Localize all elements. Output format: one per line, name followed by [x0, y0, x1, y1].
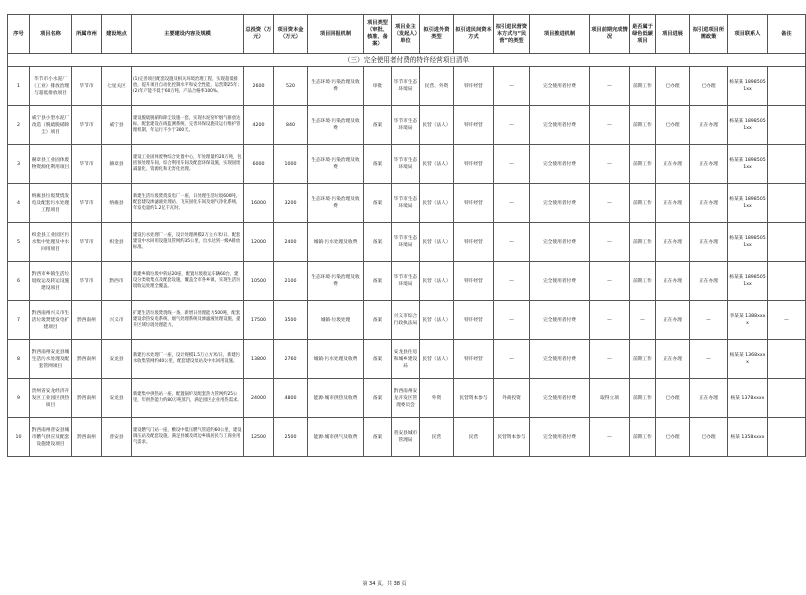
- table-cell: —: [494, 106, 530, 145]
- table-cell: 正在办理: [656, 223, 690, 262]
- table-cell: 毕节市生态环境局: [392, 145, 420, 184]
- project-table-sheet: [7, 14, 792, 457]
- table-cell: 备案: [364, 340, 392, 379]
- table-cell: —: [590, 301, 630, 340]
- table-cell: 备案: [364, 223, 392, 262]
- table-cell: 完全使用者付费: [530, 418, 590, 457]
- column-header: 项目进展: [656, 15, 690, 54]
- table-cell: 杨某某 18985051xx: [728, 262, 768, 301]
- table-cell: 520: [274, 67, 308, 106]
- table-cell: 审批: [364, 67, 392, 106]
- table-cell: 特许经营: [454, 223, 494, 262]
- table-cell: 普安县城市管理局: [392, 418, 420, 457]
- table-cell: 9: [8, 379, 30, 418]
- table-row: [8, 106, 806, 145]
- table-cell: 杨某某 1368xxxx: [728, 340, 768, 379]
- table-cell: 前期工作: [630, 67, 656, 106]
- table-cell: 新建集中供热站一座，配置锅炉及配套热力管网约25公里，年供热能力约80万吨蒸汽，满足园区企业用热需求。: [132, 379, 244, 418]
- table-cell: 民营资本参与: [494, 418, 530, 457]
- table-cell: 民营: [420, 418, 454, 457]
- table-cell: 建设污水处理厂一座，设计处理规模2万立方米/日，配套建设中水回用设施及管网约35公里，出水达到一级A排放标准。: [132, 223, 244, 262]
- table-cell: 2760: [274, 340, 308, 379]
- table-cell: 备案: [364, 262, 392, 301]
- table-cell: (1)完善项目配套设施及相关环境治理工程，实现超低排放，提升项目自动化控制水平和安全性能，运营期25年；(2)年产能不低于60万吨，产品合格率100%。: [132, 67, 244, 106]
- table-cell: 完全使用者付费: [530, 184, 590, 223]
- table-cell: 3200: [274, 184, 308, 223]
- table-cell: 民营（法人）: [420, 184, 454, 223]
- table-cell: 新建污水处理厂一座，设计规模1.5万立方米/日，新建污水收集管网约40公里，配套建设泵站及中水回用设施。: [132, 340, 244, 379]
- table-row: [8, 418, 806, 457]
- table-cell: 前期工作: [630, 340, 656, 379]
- table-cell: —: [630, 301, 656, 340]
- table-row: [8, 301, 806, 340]
- table-cell: 1000: [274, 145, 308, 184]
- table-row: [8, 223, 806, 262]
- table-row: [8, 340, 806, 379]
- table-cell: 4800: [274, 379, 308, 418]
- column-header: 拟引进民营资本方式与“民营”的类型: [494, 15, 530, 54]
- table-cell: 安龙县住房和城乡建设局: [392, 340, 420, 379]
- table-cell: 威宁县: [102, 106, 132, 145]
- table-row: [8, 67, 806, 106]
- table-cell: 兴义市: [102, 301, 132, 340]
- table-cell: 能源·城市供热及收费: [308, 379, 364, 418]
- table-cell: 正在办理: [690, 106, 728, 145]
- table-cell: 12000: [244, 223, 274, 262]
- table-cell: 生态环境·污染治理及收费: [308, 106, 364, 145]
- table-cell: 新建乡镇垃圾中转站20座，配置垃圾收运车辆60台，建设分类收集点及配套设施，覆盖全市各乡镇，实现生活垃圾收运处理全覆盖。: [132, 262, 244, 301]
- table-cell: 特许经营: [454, 106, 494, 145]
- table-cell: [768, 262, 806, 301]
- table-cell: 正在办理: [690, 145, 728, 184]
- table-cell: 民营（法人）: [420, 145, 454, 184]
- table-cell: 备案: [364, 379, 392, 418]
- table-cell: —: [494, 67, 530, 106]
- table-cell: [768, 223, 806, 262]
- table-cell: 黔西南州: [72, 379, 102, 418]
- table-cell: 民营、外资: [420, 67, 454, 106]
- table-cell: —: [494, 223, 530, 262]
- column-header: 项目推进机制: [530, 15, 590, 54]
- column-header: 备注: [768, 15, 806, 54]
- table-cell: 生态环境·污染治理及收费: [308, 184, 364, 223]
- table-cell: 黔西南州: [72, 340, 102, 379]
- table-cell: 4200: [244, 106, 274, 145]
- table-cell: 6: [8, 262, 30, 301]
- table-header-row: [8, 15, 806, 54]
- table-cell: 前期工作: [630, 379, 656, 418]
- table-cell: 完全使用者付费: [530, 340, 590, 379]
- table-cell: 能源·城市供气及收费: [308, 418, 364, 457]
- column-header: 拟引进民间资本方式: [454, 15, 494, 54]
- table-cell: 杨某 1378xxxx: [728, 379, 768, 418]
- table-cell: —: [690, 340, 728, 379]
- table-row: [8, 262, 806, 301]
- table-cell: 已办理: [656, 106, 690, 145]
- column-header: 项目回报机制: [308, 15, 364, 54]
- table-cell: 纳雍县: [102, 184, 132, 223]
- table-cell: [768, 67, 806, 106]
- table-cell: 7: [8, 301, 30, 340]
- table-cell: 前期工作: [630, 184, 656, 223]
- table-cell: 七星关区: [102, 67, 132, 106]
- table-cell: 840: [274, 106, 308, 145]
- table-cell: [768, 379, 806, 418]
- table-cell: 正在办理: [656, 262, 690, 301]
- table-cell: 特许经营: [454, 340, 494, 379]
- table-cell: 完全使用者付费: [530, 223, 590, 262]
- table-cell: 黔西南州兴义市生活垃圾焚烧发电扩建项目: [30, 301, 72, 340]
- table-cell: 生态环境·污染治理及收费: [308, 67, 364, 106]
- table-cell: [768, 145, 806, 184]
- table-cell: 黔西南州安龙开发区管理委员会: [392, 379, 420, 418]
- table-cell: 毕节市: [72, 262, 102, 301]
- table-cell: 前期工作: [630, 418, 656, 457]
- table-cell: 黔西南州: [72, 418, 102, 457]
- column-header: 项目资本金（万元）: [274, 15, 308, 54]
- table-cell: —: [494, 301, 530, 340]
- table-cell: 17500: [244, 301, 274, 340]
- table-cell: 特许经营: [454, 145, 494, 184]
- table-cell: 外商投资: [494, 379, 530, 418]
- table-row: [8, 184, 806, 223]
- table-cell: 毕节市: [72, 223, 102, 262]
- table-cell: 民营（法人）: [420, 340, 454, 379]
- table-cell: 城镇·污水处理及收费: [308, 340, 364, 379]
- table-cell: [768, 418, 806, 457]
- table-cell: 特许经营: [454, 301, 494, 340]
- table-cell: 正在办理: [690, 223, 728, 262]
- table-cell: 2400: [274, 223, 308, 262]
- table-cell: 杨某某 18985051xx: [728, 184, 768, 223]
- table-cell: 正在办理: [690, 184, 728, 223]
- table-cell: 外资: [420, 379, 454, 418]
- table-cell: 赫章县工业固体废物资源化利用项目: [30, 145, 72, 184]
- table-cell: 完全使用者付费: [530, 262, 590, 301]
- table-cell: 民营（法人）: [420, 223, 454, 262]
- table-cell: 威宁县小型水泥厂改造（脱硫脱硝除尘）项目: [30, 106, 72, 145]
- table-cell: —: [494, 145, 530, 184]
- table-cell: 8: [8, 340, 30, 379]
- table-cell: 特许经营: [454, 184, 494, 223]
- table-cell: 1: [8, 67, 30, 106]
- table-cell: 黔西南州安龙县城生活污水处理及配套管网项目: [30, 340, 72, 379]
- table-cell: —: [494, 262, 530, 301]
- table-cell: 已办理: [656, 67, 690, 106]
- column-header: 主要建设内容及规模: [132, 15, 244, 54]
- table-cell: 毕节市生态环境局: [392, 223, 420, 262]
- column-header: 项目名称: [30, 15, 72, 54]
- table-cell: 杨某 1358xxxx: [728, 418, 768, 457]
- table-cell: 4: [8, 184, 30, 223]
- table-cell: 杨某某 18985051xx: [728, 106, 768, 145]
- table-cell: 民营（法人）: [420, 106, 454, 145]
- column-header: 项目前期完成情况: [590, 15, 630, 54]
- table-cell: —: [690, 301, 728, 340]
- table-cell: 10: [8, 418, 30, 457]
- table-cell: 正在办理: [656, 184, 690, 223]
- table-cell: 毕节市: [72, 106, 102, 145]
- table-cell: 24000: [244, 379, 274, 418]
- table-cell: 正在办理: [690, 262, 728, 301]
- table-cell: 杨某某 18985051xx: [728, 145, 768, 184]
- table-cell: 2600: [244, 67, 274, 106]
- table-cell: 特许经营: [454, 67, 494, 106]
- table-cell: [768, 106, 806, 145]
- table-cell: 备案: [364, 418, 392, 457]
- table-cell: 民营: [454, 418, 494, 457]
- table-cell: 毕节市: [72, 67, 102, 106]
- table-cell: 织金县: [102, 223, 132, 262]
- table-cell: 备案: [364, 184, 392, 223]
- table-cell: 6000: [244, 145, 274, 184]
- section-title: （三）完全使用者付费的特许经营项目清单: [8, 54, 806, 67]
- table-cell: 纳雍县垃圾焚烧发电及配套污水处理工程项目: [30, 184, 72, 223]
- table-cell: 10500: [244, 262, 274, 301]
- table-cell: 生态环境·污染治理及收费: [308, 145, 364, 184]
- table-cell: 兴义市综合行政执法局: [392, 301, 420, 340]
- table-cell: 杨某某 18985051xx: [728, 67, 768, 106]
- table-cell: 织金县工业园区污水集中处理及中水回用项目: [30, 223, 72, 262]
- column-header: 拟引进项目所需政策: [690, 15, 728, 54]
- table-cell: 普安县: [102, 418, 132, 457]
- table-cell: 3500: [274, 301, 308, 340]
- table-cell: 前期工作: [630, 223, 656, 262]
- table-cell: 建设燃气门站一座，敷设中低压燃气管道约60公里，建设调压站及配套设施，满足县城及周边乡镇居民与工商业用气需求。: [132, 418, 244, 457]
- table-cell: 2500: [274, 418, 308, 457]
- column-header: 建设地点: [102, 15, 132, 54]
- column-header: 项目业主（发起人）单位: [392, 15, 420, 54]
- table-cell: 建设工业固体废物综合处置中心，年处理量约20万吨，包括预处理车间、综合利用车间及配套环保设施，实现固废减量化、资源化和无害化处理。: [132, 145, 244, 184]
- column-header: 项目类型（审批、核准、备案）: [364, 15, 392, 54]
- table-cell: 取得立项: [590, 379, 630, 418]
- table-cell: 12500: [244, 418, 274, 457]
- table-cell: 民营资本参与: [454, 379, 494, 418]
- table-cell: 已办理: [656, 418, 690, 457]
- table-cell: 正在办理: [656, 301, 690, 340]
- table-cell: 特许经营: [454, 262, 494, 301]
- column-header: 所属市州: [72, 15, 102, 54]
- table-cell: 黔西市乡镇生活垃圾收运及转运设施建设项目: [30, 262, 72, 301]
- table-cell: 完全使用者付费: [530, 106, 590, 145]
- table-cell: 正在办理: [656, 340, 690, 379]
- project-table: [7, 14, 806, 457]
- table-cell: 5: [8, 223, 30, 262]
- table-cell: 安龙县: [102, 379, 132, 418]
- table-row: [8, 145, 806, 184]
- table-cell: 新建生活垃圾焚烧发电厂一座，日处理生活垃圾600吨，配套建设渗滤液处理站、飞灰固化车间及烟气净化系统，年发电量约1.2亿千瓦时。: [132, 184, 244, 223]
- table-cell: 贵州省安龙经济开发区工业园区供热项目: [30, 379, 72, 418]
- table-cell: —: [590, 145, 630, 184]
- table-cell: 完全使用者付费: [530, 145, 590, 184]
- table-cell: 城镇·垃圾处理: [308, 301, 364, 340]
- table-cell: [768, 184, 806, 223]
- table-cell: 毕节市生态环境局: [392, 106, 420, 145]
- table-cell: 城镇·污水处理及收费: [308, 223, 364, 262]
- table-cell: 杨某某 18985051xx: [728, 223, 768, 262]
- table-cell: 建设脱硫脱硝和除尘设施一套，实现水泥窑炉烟气排放达标，配套建设在线监测系统，完善环保设施及运行维护管理机制，年运行不少于300天。: [132, 106, 244, 145]
- column-header: 拟引进外资类型: [420, 15, 454, 54]
- table-cell: 黔西南州: [72, 301, 102, 340]
- table-cell: 前期工作: [630, 262, 656, 301]
- table-cell: —: [768, 301, 806, 340]
- table-cell: —: [590, 184, 630, 223]
- table-cell: —: [590, 223, 630, 262]
- table-cell: 毕节市小水泥厂（工业）排放治理与超低排放项目: [30, 67, 72, 106]
- table-cell: 毕节市: [72, 145, 102, 184]
- table-cell: 备案: [364, 145, 392, 184]
- table-cell: 赫章县: [102, 145, 132, 184]
- table-cell: —: [590, 418, 630, 457]
- table-cell: —: [494, 340, 530, 379]
- table-cell: 毕节市: [72, 184, 102, 223]
- table-cell: 毕节市生态环境局: [392, 67, 420, 106]
- table-cell: 正在办理: [656, 145, 690, 184]
- table-cell: —: [494, 184, 530, 223]
- column-header: 总投资（万元）: [244, 15, 274, 54]
- section-title-row: [8, 54, 806, 67]
- page-footer: 第 34 页，共 38 页: [362, 581, 407, 587]
- table-cell: 13800: [244, 340, 274, 379]
- table-cell: 民营（法人）: [420, 262, 454, 301]
- table-cell: 2100: [274, 262, 308, 301]
- table-row: [8, 379, 806, 418]
- column-header: 项目联系人: [728, 15, 768, 54]
- table-cell: 毕节市生态环境局: [392, 184, 420, 223]
- table-cell: —: [590, 262, 630, 301]
- table-cell: 2: [8, 106, 30, 145]
- table-cell: 已办理: [690, 67, 728, 106]
- table-cell: 3: [8, 145, 30, 184]
- table-cell: 备案: [364, 301, 392, 340]
- table-cell: [768, 340, 806, 379]
- column-header: 是否属于绿色低碳项目: [630, 15, 656, 54]
- table-cell: 李某某 1388xxxx: [728, 301, 768, 340]
- table-cell: 黔西市: [102, 262, 132, 301]
- table-cell: 安龙县: [102, 340, 132, 379]
- table-cell: 前期工作: [630, 145, 656, 184]
- table-cell: 扩建生活垃圾焚烧线一条，新增日处理能力500吨，配套建设余热发电系统、烟气处理系统及渗滤液处理设施，提升区域垃圾处理能力。: [132, 301, 244, 340]
- table-cell: 正在办理: [690, 379, 728, 418]
- table-cell: 已办理: [656, 379, 690, 418]
- table-cell: 备案: [364, 106, 392, 145]
- table-cell: 前期工作: [630, 106, 656, 145]
- table-cell: 黔西南州普安县城市燃气供应及配套设施建设项目: [30, 418, 72, 457]
- table-cell: 已办理: [690, 418, 728, 457]
- table-cell: —: [590, 106, 630, 145]
- table-cell: 16000: [244, 184, 274, 223]
- table-cell: 毕节市生态环境局: [392, 262, 420, 301]
- table-cell: 完全使用者付费: [530, 301, 590, 340]
- table-cell: 生态环境·污染治理及收费: [308, 262, 364, 301]
- table-cell: —: [590, 340, 630, 379]
- table-cell: 完全使用者付费: [530, 67, 590, 106]
- table-cell: 民营（法人）: [420, 301, 454, 340]
- table-cell: 完全使用者付费: [530, 379, 590, 418]
- column-header: 序号: [8, 15, 30, 54]
- table-cell: —: [590, 67, 630, 106]
